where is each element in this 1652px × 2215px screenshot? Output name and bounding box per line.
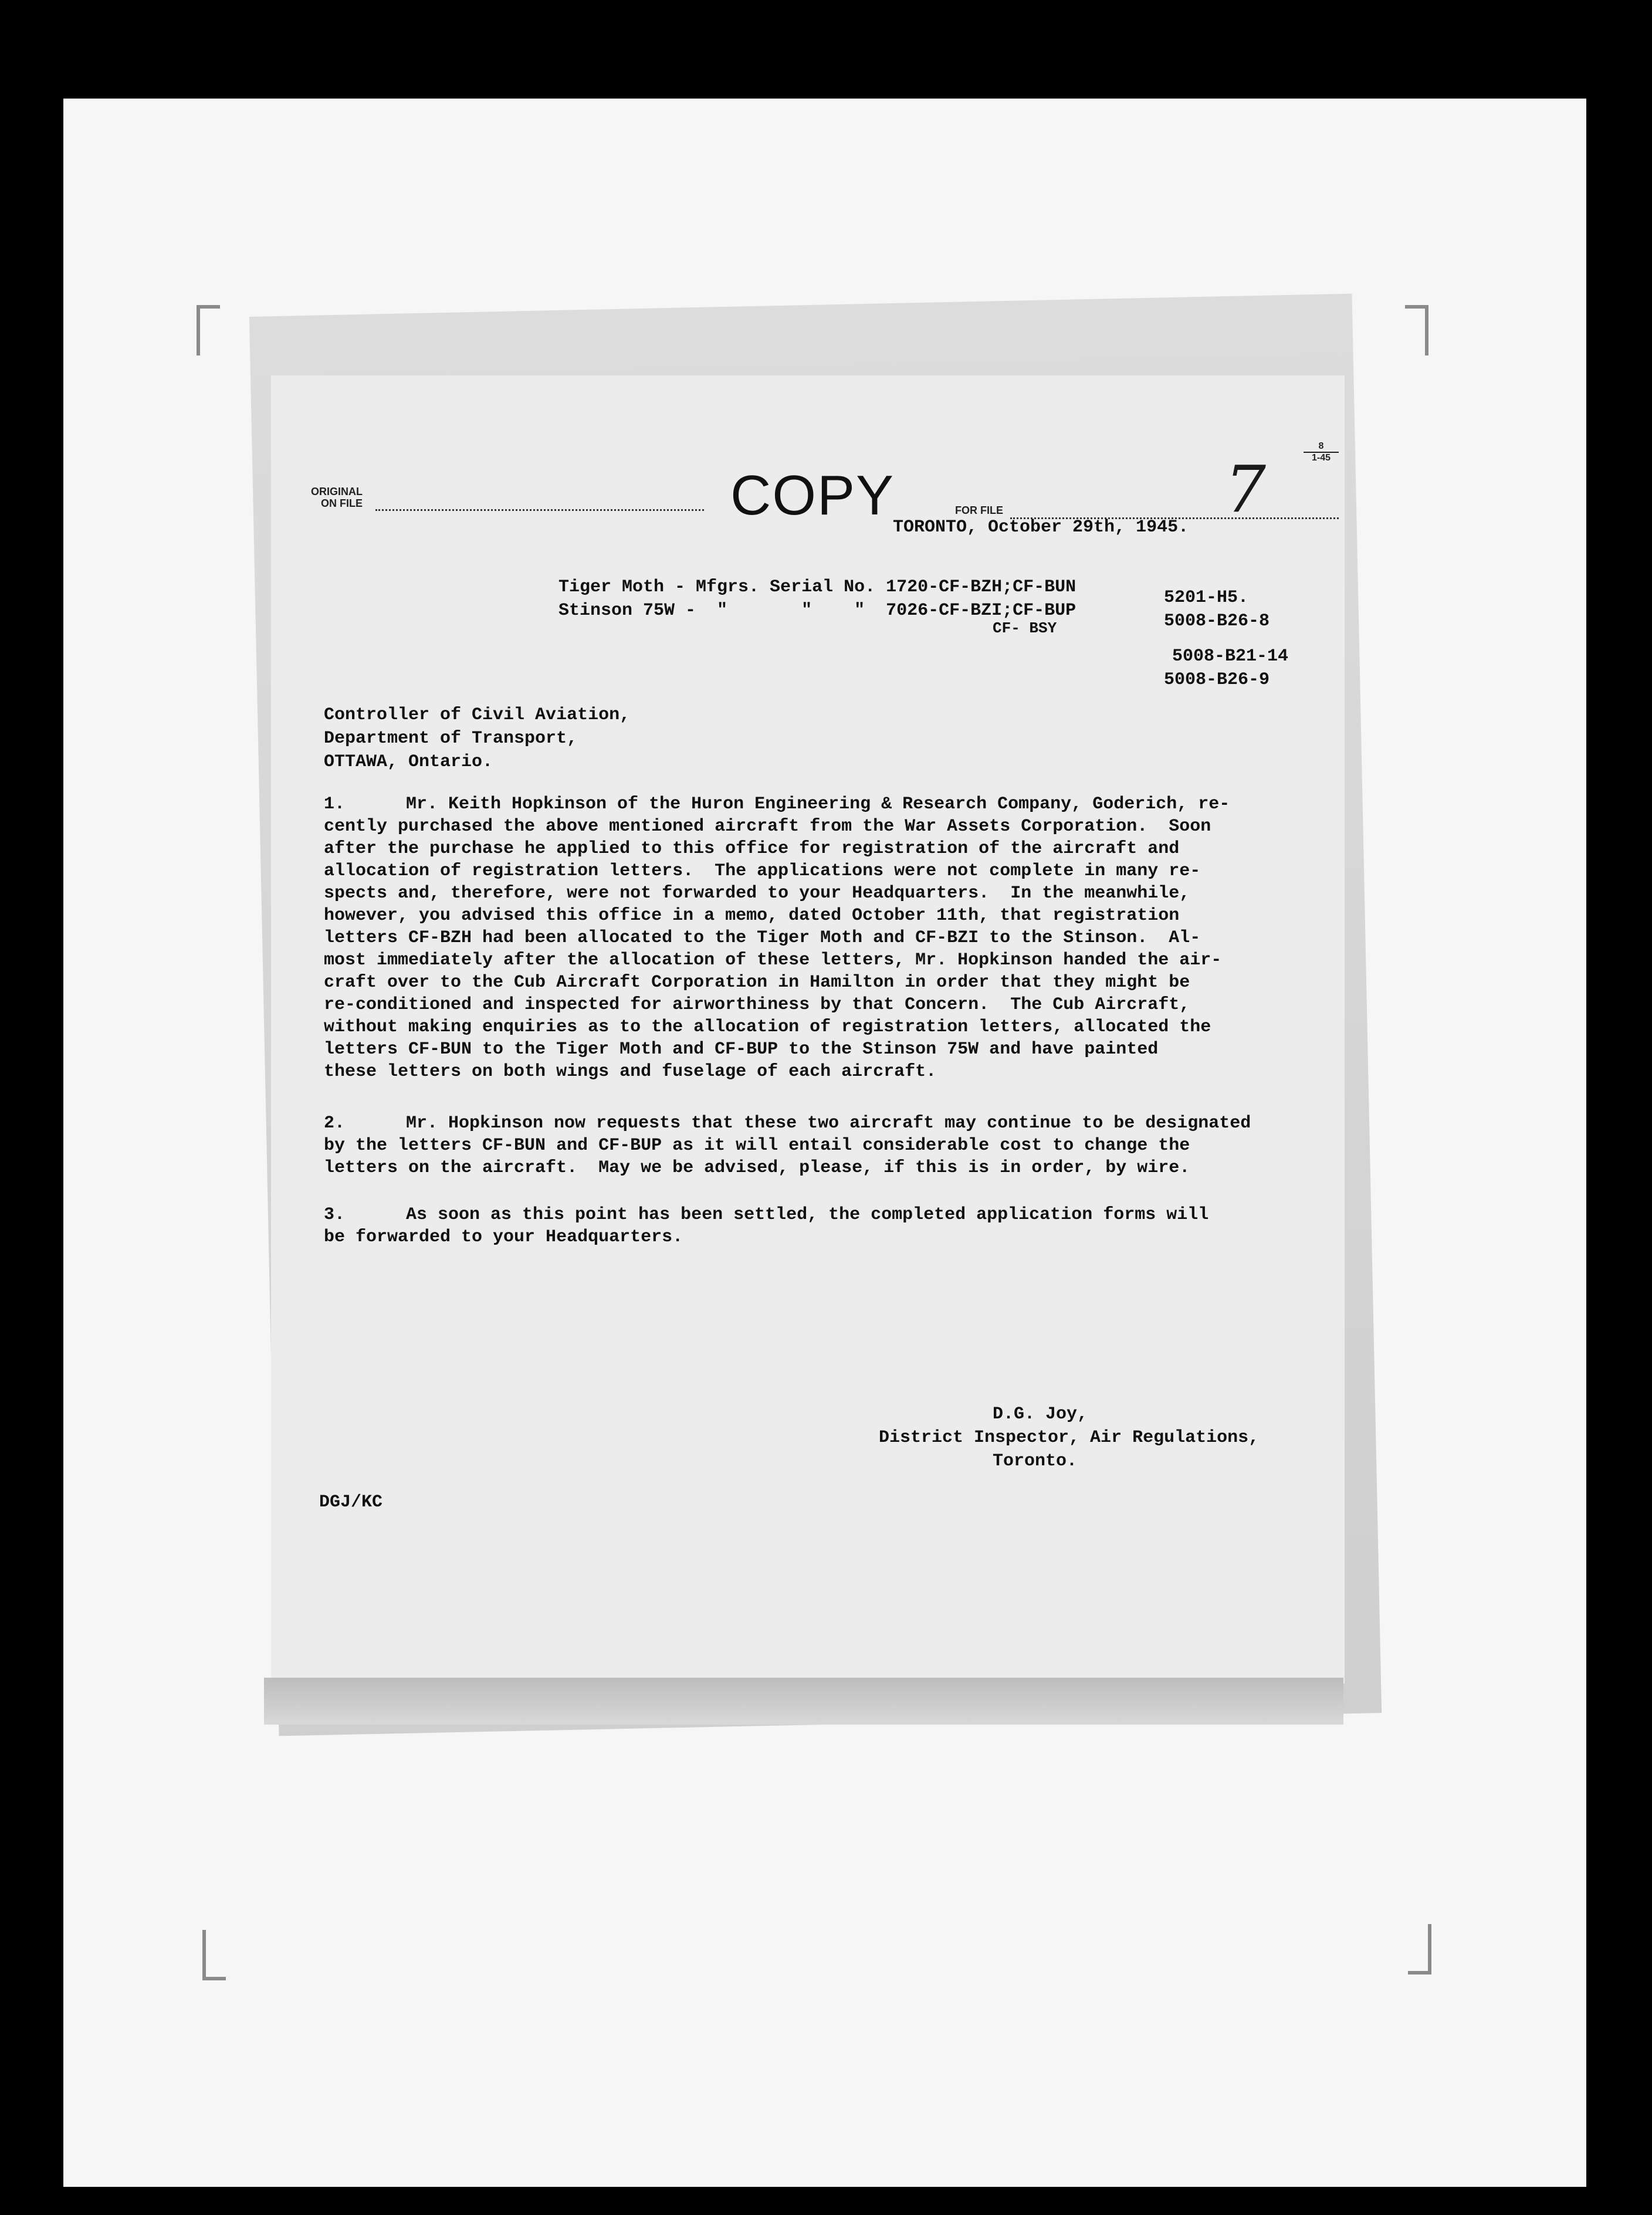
paragraph-1-line: Mr. Keith Hopkinson of the Huron Engineering & Research Company, Goderich, re- [406, 794, 1230, 814]
file-number-3: 5008-B21-14 [1172, 646, 1289, 666]
original-on-file-stamp [311, 486, 363, 509]
addressee-line-3: OTTAWA, Ontario. [324, 752, 493, 772]
folio-bottom: 1-45 [1311, 453, 1331, 463]
paragraph-1-number: 1. [324, 794, 346, 814]
paragraph-3-number: 3. [324, 1205, 346, 1225]
reference-line-2: Stinson 75W - " " " 7026-CF-BZI;CF-BUP [558, 601, 1076, 621]
paragraph-1-line: letters CF-BZH had been allocated to the Tiger Moth and CF-BZI to the Stinson. Al- [324, 928, 1201, 948]
handwritten-number: 7 [1225, 452, 1266, 527]
typist-initials: DGJ/KC [319, 1492, 383, 1512]
paragraph-1-line: allocation of registration letters. The applications were not complete in many re- [324, 861, 1201, 881]
stamp-dotted-line-left [375, 509, 704, 511]
for-file-label: FOR FILE [955, 504, 1003, 516]
paragraph-2-line: by the letters CF-BUN and CF-BUP as it will entail considerable cost to change the [324, 1136, 1190, 1156]
file-number-4: 5008-B26-9 [1164, 670, 1270, 690]
file-number-1: 5201-H5. [1164, 588, 1249, 608]
paragraph-2-number: 2. [324, 1113, 346, 1133]
paragraph-1-line: these letters on both wings and fuselage of each aircraft. [324, 1062, 937, 1082]
original-stamp-line1: ORIGINAL [311, 486, 363, 497]
signature-name: D.G. Joy, [993, 1404, 1088, 1424]
signature-title: District Inspector, Air Regulations, [879, 1428, 1260, 1448]
addressee-line-1: Controller of Civil Aviation, [324, 705, 631, 725]
reference-line-1: Tiger Moth - Mfgrs. Serial No. 1720-CF-BZH;CF-BUN [558, 577, 1076, 597]
addressee-line-2: Department of Transport, [324, 729, 578, 749]
page-bottom-shadow [264, 1678, 1343, 1725]
paragraph-1-line: most immediately after the allocation of these letters, Mr. Hopkinson handed the air- [324, 950, 1222, 970]
paragraph-1-line: without making enquiries as to the allocation of registration letters, allocated the [324, 1017, 1211, 1037]
paragraph-2-line: Mr. Hopkinson now requests that these two aircraft may continue to be designated [406, 1113, 1251, 1133]
paragraph-1-line: letters CF-BUN to the Tiger Moth and CF-BUP to the Stinson 75W and have painted [324, 1039, 1159, 1059]
crop-mark-bottom-left [202, 1930, 226, 1980]
copy-stamp: COPY [730, 464, 895, 527]
paragraph-1-line: craft over to the Cub Aircraft Corporation in Hamilton in order that they might be [324, 973, 1190, 993]
folio-top: 8 [1304, 441, 1339, 453]
place-date: TORONTO, October 29th, 1945. [893, 517, 1189, 537]
original-stamp-line2: ON FILE [321, 497, 363, 509]
paragraph-2-line: letters on the aircraft. May we be advised, please, if this is in order, by wire. [324, 1158, 1190, 1178]
paragraph-1-line: after the purchase he applied to this office for registration of the aircraft and [324, 839, 1180, 859]
reference-line-3: CF- BSY [993, 619, 1057, 637]
paragraph-3-line: be forwarded to your Headquarters. [324, 1227, 683, 1247]
paragraph-1-line: however, you advised this office in a memo, dated October 11th, that registration [324, 906, 1180, 926]
crop-mark-top-left [197, 305, 220, 355]
paragraph-1-line: cently purchased the above mentioned aircraft from the War Assets Corporation. Soon [324, 817, 1211, 836]
crop-mark-top-right [1405, 305, 1428, 355]
paragraph-1-line: spects and, therefore, were not forwarded to your Headquarters. In the meanwhile, [324, 883, 1190, 903]
signature-place: Toronto. [993, 1451, 1078, 1471]
crop-mark-bottom-right [1408, 1924, 1431, 1974]
paragraph-3-line: As soon as this point has been settled, the completed application forms will [406, 1205, 1209, 1225]
file-number-2: 5008-B26-8 [1164, 611, 1270, 631]
paragraph-1-line: re-conditioned and inspected for airworthiness by that Concern. The Cub Aircraft, [324, 995, 1190, 1015]
folio-number [1304, 441, 1339, 463]
